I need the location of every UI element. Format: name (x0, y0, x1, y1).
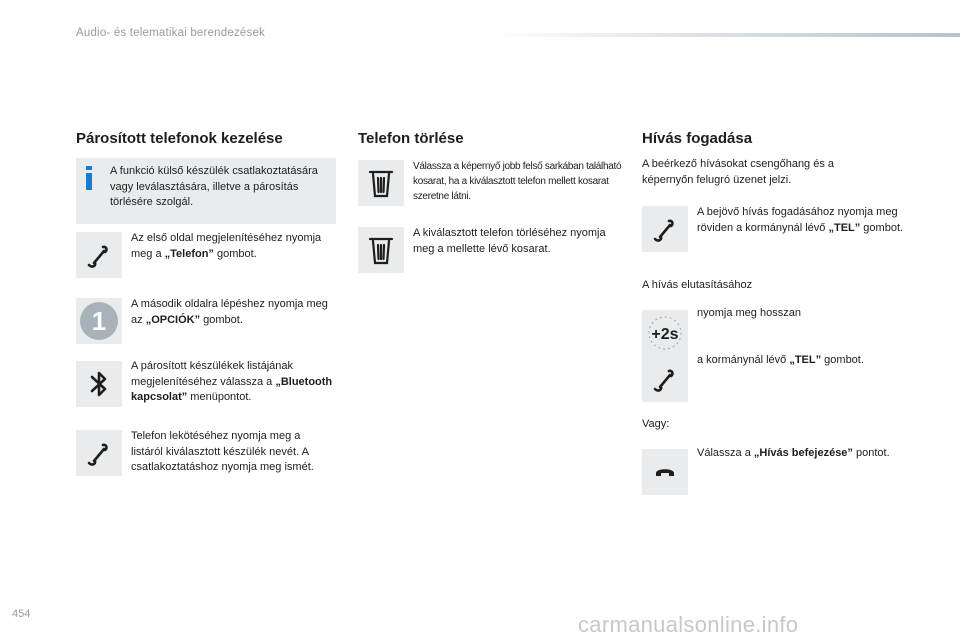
call-intro: A beérkező hívásokat csengőhang és a képernyőn felugró üzenet jelzi. (642, 158, 835, 186)
phone-icon (76, 232, 122, 278)
trash-bin-icon (358, 227, 404, 273)
watermark: carmanualsonline.info (578, 612, 799, 637)
long-press-text: nyomja meg hosszan (697, 307, 801, 319)
page-number: 454 (12, 608, 31, 620)
header-decor-bar (490, 33, 960, 37)
step-tel-button: a kormánynál lévő „TEL” gombot. (697, 354, 864, 366)
reject-title: A hívás elutasításához (642, 279, 753, 291)
svg-text:+2s: +2s (651, 326, 679, 343)
or-label: Vagy: (642, 418, 670, 430)
trash-bin-icon (358, 160, 404, 206)
step-bluetooth: A párosított készülékek listájának megjelenítéséhez válassza a „Bluetooth kapcsolat” menüpontot. (131, 360, 333, 403)
step-end-call: Válassza a „Hívás befejezése” pontot. (697, 447, 890, 459)
info-box (76, 158, 336, 224)
section-title-delete-phone: Telefon törlése (358, 130, 464, 147)
step-options: A második oldalra lépéshez nyomja meg az „OPCIÓK” gombot. (131, 298, 328, 326)
step-phone-page: Az első oldal megjelenítéséhez nyomja meg a „Telefon” gombot. (131, 232, 322, 260)
bluetooth-icon (76, 361, 122, 407)
running-header: Audio- és telematikai berendezések (76, 27, 265, 39)
phone-icon (76, 430, 122, 476)
section-title-answer-call: Hívás fogadása (642, 130, 753, 147)
step-show-trash: Válassza a képernyő jobb felső sarkában található kosarat, ha a kiválasztott telefon mellett kosarat szeretne látni. (413, 161, 622, 202)
step-delete: A kiválasztott telefon törléséhez nyomja meg a mellette lévő kosarat. (413, 227, 606, 255)
phone-icon (642, 356, 688, 402)
section-title-paired-phones: Párosított telefonok kezelése (76, 130, 283, 147)
step-number-badge: 1 (76, 298, 122, 344)
info-text: A funkció külső készülék csatlakoztatására vagy leválasztására, illetve a párosítás törlésére szolgál. (110, 165, 318, 208)
step-disconnect: Telefon lekötéséhez nyomja meg a listáról kiválasztott készülék nevét. A csatlakoztatáshoz nyomja meg ismét. (131, 430, 314, 473)
step-accept-call: A bejövő hívás fogadásához nyomja meg röviden a kormánynál lévő „TEL” gombot. (697, 206, 904, 234)
phone-icon (642, 206, 688, 252)
hang-up-icon (642, 449, 688, 495)
info-icon (85, 166, 93, 191)
long-press-2s-icon (642, 310, 688, 356)
